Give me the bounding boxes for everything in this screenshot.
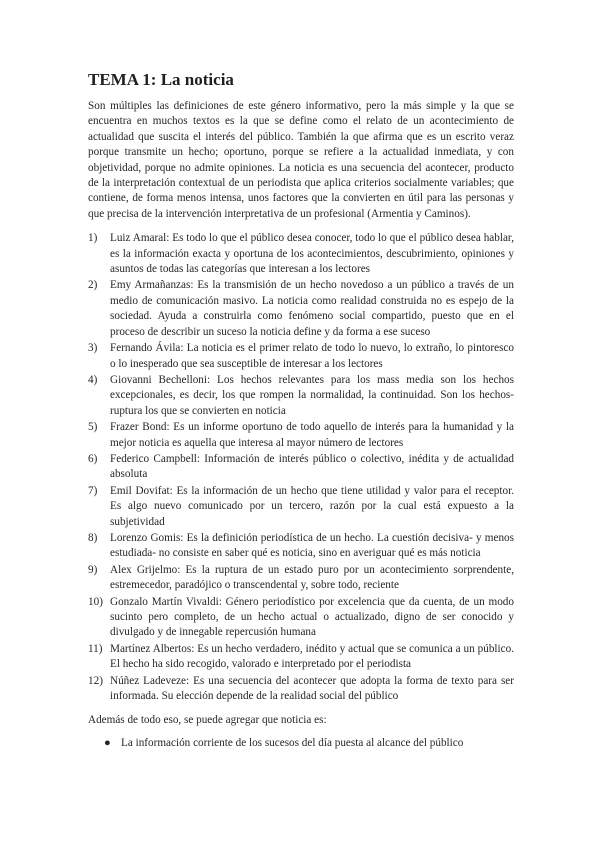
list-item <box>88 531 514 562</box>
list-number: 7) <box>88 484 98 497</box>
bullet-text: La información corriente de los sucesos del día puesta al alcance del público <box>121 736 464 749</box>
list-number: 6) <box>88 452 98 465</box>
intro-paragraph: Son múltiples las definiciones de este género informativo, pero la más simple y la que se encuentra en muchos textos es la que se define como el relato de un acontecimiento de actualidad que suscita el interés del público. También la que afirma que es un escrito veraz porque transmite un hecho; oportuno, porque se refiere a la actualidad inmediata, y con objetividad, porque no admite opiniones. La noticia es una secuencia del acontecer, producto de la interpretación contextual de un periodista que aplica criterios socialmente variables; que contiene, de forma menos intensa, unos factores que la convierten en útil para las personas y que precisa de la intervención interpretativa de un profesional (Armentia y Caminos). <box>88 100 514 220</box>
page-title: TEMA 1: La noticia <box>88 70 234 89</box>
list-number: 12) <box>88 674 103 687</box>
list-number: 2) <box>88 279 98 292</box>
list-text: Lorenzo Gomis: Es la definición periodística de un hecho. La cuestión decisiva- y menos estudiada- no consiste en saber qué es noticia, sino en averiguar qué es más noticia <box>110 531 514 560</box>
list-number: 1) <box>88 232 98 245</box>
list-item <box>88 484 514 530</box>
list-text: Núñez Ladeveze: Es una secuencia del acontecer que adopta la forma de texto para ser informada. Su elección depende de la realidad social del público <box>110 674 514 703</box>
list-text: Gonzalo Martín Vivaldi: Género periodístico por excelencia que da cuenta, de un modo sucinto pero completo, de un hecho actual o actualizado, digno de ser conocido y divulgado y de innegable repercusión humana <box>110 595 514 639</box>
list-item <box>88 642 514 673</box>
bullet-icon: ● <box>104 736 111 749</box>
list-number: 10) <box>88 595 103 608</box>
list-text: Fernando Ávila: La noticia es el primer relato de todo lo nuevo, lo extraño, lo pintoresco o lo inesperado que sea susceptible de interesar a los lectores <box>110 342 514 370</box>
list-item <box>88 595 514 641</box>
list-number: 4) <box>88 373 98 386</box>
list-item <box>88 278 514 340</box>
list-item <box>88 563 514 594</box>
bullet-item <box>88 736 514 751</box>
list-text: Frazer Bond: Es un informe oportuno de todo aquello de interés para la humanidad y la mejor noticia es aquella que interesa al mayor número de lectores <box>110 421 514 449</box>
list-text: Emy Armañanzas: Es la transmisión de un hecho novedoso a un público a través de un medio de comunicación masivo. La noticia como realidad construida no es espejo de la sociedad. Ayuda a construirla como fenómeno social compartido, puesto que en el proceso de describir un suceso la noticia define y da forma a ese suceso <box>110 279 514 338</box>
list-item <box>88 341 514 372</box>
after-paragraph: Además de todo eso, se puede agregar que noticia es: <box>88 714 327 727</box>
list-text: Emil Dovifat: Es la información de un hecho que tiene utilidad y valor para el receptor. Es algo nuevo comunicado por un tercero, razón por la cual está expuesto a la subjetividad <box>110 484 514 528</box>
list-number: 8) <box>88 531 98 544</box>
list-text: Martínez Albertos: Es un hecho verdadero, inédito y actual que se comunica a un público. El hecho ha sido recogido, valorado e interpretado por el periodista <box>110 642 514 671</box>
list-item <box>88 231 514 277</box>
list-text: Federico Campbell: Información de interés público o colectivo, inédita y de actualidad absoluta <box>110 452 514 481</box>
document-page <box>88 70 514 751</box>
list-number: 11) <box>88 642 103 655</box>
definitions-list <box>88 231 514 704</box>
list-number: 9) <box>88 563 98 576</box>
list-text: Alex Grijelmo: Es la ruptura de un estado puro por un acontecimiento sorprendente, estremecedor, paradójico o transcendental y, sobre todo, reciente <box>110 563 514 592</box>
list-number: 3) <box>88 342 98 355</box>
list-item <box>88 452 514 483</box>
list-text: Luiz Amaral: Es todo lo que el público desea conocer, todo lo que el público desea hablar, es la información exacta y oportuna de los acontecimientos, descubrimiento, opiniones y asuntos de todas las categorías que interesan a los lectores <box>110 232 514 276</box>
bullet-list <box>88 736 514 751</box>
list-item <box>88 420 514 451</box>
list-text: Giovanni Bechelloni: Los hechos relevantes para los mass media son los hechos excepcionales, es decir, los que rompen la normalidad, la continuidad. Son los hechos-ruptura los que se convierten en noticia <box>110 373 514 417</box>
list-number: 5) <box>88 421 98 434</box>
list-item <box>88 674 514 705</box>
list-item <box>88 373 514 419</box>
